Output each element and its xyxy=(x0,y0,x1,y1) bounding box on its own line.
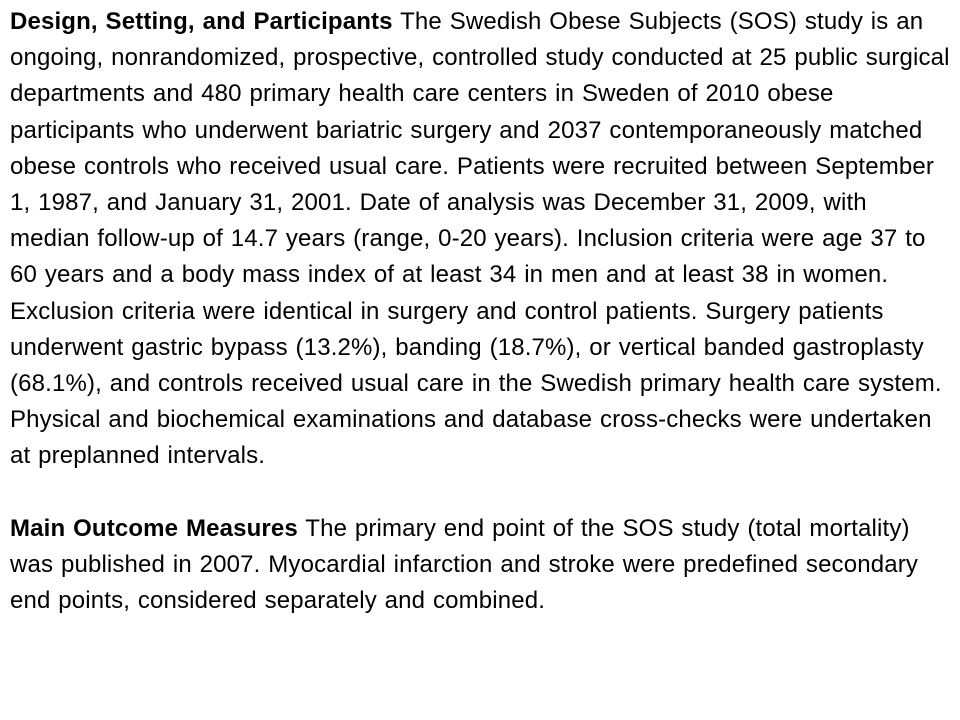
section-body: The Swedish Obese Subjects (SOS) study is an ongoing, nonrandomized, prospective, controlled study conducted at 25 public surgical departments and 480 primary health care centers in Sweden of 2010 obese participants who underwent bariatric surgery and 2037 contemporaneously matched obese controls who received usual care. Patients were recruited between September 1, 1987, and January 31, 2001. Date of analysis was December 31, 2009, with median follow-up of 14.7 years (range, 0-20 years). Inclusion criteria were age 37 to 60 years and a body mass index of at least 34 in men and at least 38 in women. Exclusion criteria were identical in surgery and control patients. Surgery patients underwent gastric bypass (13.2%), banding (18.7%), or vertical banded gastroplasty (68.1%), and controls received usual care in the Swedish primary health care system. Physical and biochemical examinations and database cross-checks were undertaken at preplanned intervals. xyxy=(10,8,950,470)
section-heading: Main Outcome Measures xyxy=(10,514,298,542)
section-heading: Design, Setting, and Participants xyxy=(10,8,393,35)
section-body: The primary end point of the SOS study (total mortality) was published in 2007. Myocardial infarction and stroke were predefined secondary end points, considered separately and combined. xyxy=(10,514,918,615)
paragraph-main-outcome-measures xyxy=(10,511,950,620)
paragraph-design-setting-participants xyxy=(10,4,950,475)
